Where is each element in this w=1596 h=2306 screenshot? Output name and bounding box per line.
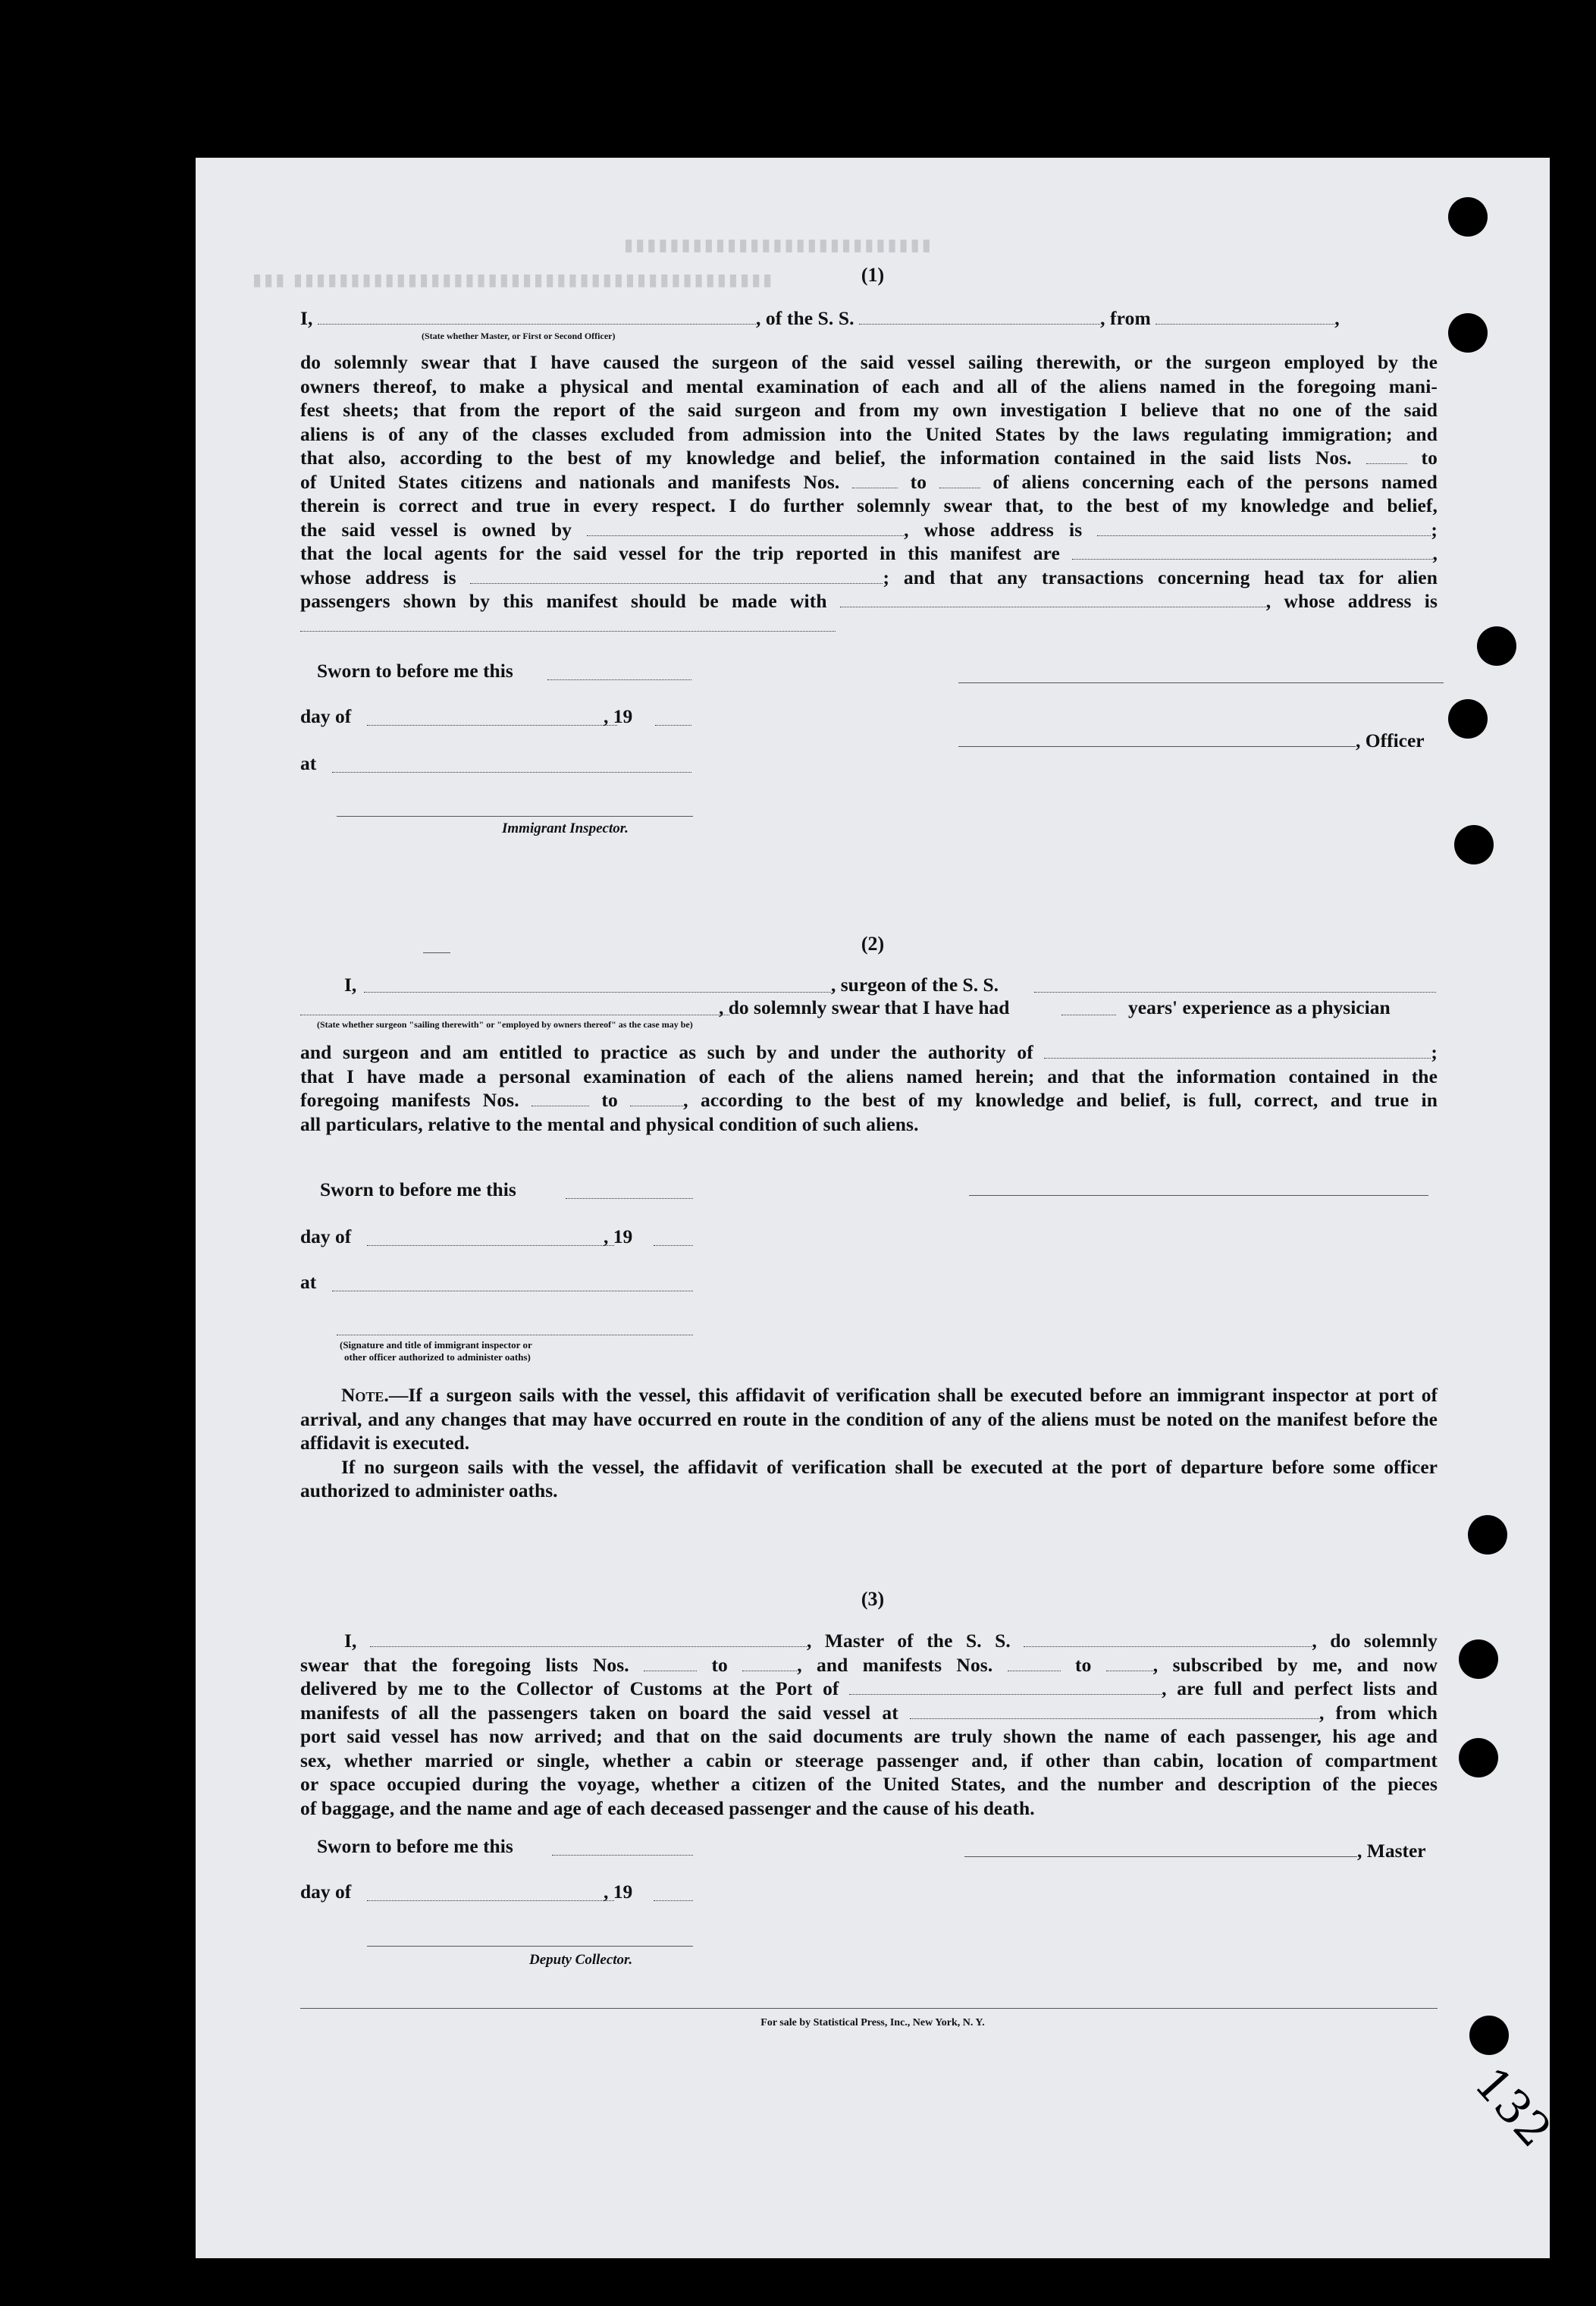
s3-list-from-field[interactable] (644, 1654, 697, 1671)
master-signature-line[interactable] (964, 1856, 1357, 1857)
bleed-through-header-2: ▮▮▮ ▮▮▮▮▮▮▮▮▮▮▮▮▮▮▮▮▮▮▮▮▮▮▮▮▮▮▮▮▮▮▮▮▮▮▮▮▮▮▮▮▮▮ (252, 270, 775, 289)
manifest-verification-page (196, 158, 1562, 2258)
section-2-body: and surgeon and am entitled to practice as such by and under the authority of ; that I have made a personal examination of each of the aliens named herein; and that the information contained in the foregoing manifests Nos. to , according to the best of my knowledge and belief, is full, correct, and true in all particulars, relative to the mental and physical condition of such aliens. (300, 1041, 1438, 1135)
citizen-list-from-field[interactable] (1366, 447, 1407, 464)
footer-rule (300, 2008, 1438, 2009)
year-field-3[interactable] (654, 1900, 693, 1901)
bleed-through-header: ▮▮▮▮▮▮▮▮▮▮▮▮▮▮▮▮▮▮▮▮▮▮▮▮▮▮▮ (624, 235, 933, 254)
oath-line-1: I, , of the S. S. , from , (300, 307, 1340, 329)
s3-list-to-field[interactable] (742, 1654, 797, 1671)
punch-hole (1459, 1639, 1498, 1679)
surgeon-note: Note.—If a surgeon sails with the vessel, this affidavit of verification shall be executed before an immigrant inspector at port of arrival, and any changes that may have occurred en route in the condition of any of the aliens must be noted on the manifest before the affidavit is executed. If no surgeon sails with the vessel, the affidavit of verification shall be executed at the port of departure before some officer authorized to administer oaths. (300, 1384, 1438, 1501)
years-experience-label: years' experience as a physician (1128, 996, 1391, 1018)
section-1-body: do solemnly swear that I have caused the surgeon of the said vessel sailing therewith, or the surgeon employed by the owners thereof, to make a physical and mental examination of each and all of the aliens named in the foregoing mani- fest sheets; that from the report of the said surgeon and from my own investigation I believe that no one of the said aliens is of any of the classes excluded from admission into the United States by the laws regulating immigration; and that also, according to the best of my knowledge and belief, the information contained in the said lists Nos. to of United States citizens and nationals and manifests Nos. to of aliens concerning each of the persons named therein is correct and true in every respect. I do further solemnly swear that, to the best of my knowledge and belief, the said vessel is owned by , whose address is ; that the local agents for the said vessel for the trip reported in this manifest are , whose address is ; and that any transactions concerning head tax for alien passengers shown by this manifest should be made with , whose address is (300, 351, 1438, 612)
s2-manifest-to-field[interactable] (630, 1089, 683, 1106)
from-port-field[interactable] (1155, 307, 1334, 325)
surgeon-signature-line[interactable] (969, 1195, 1428, 1196)
signature-caption-2: other officer authorized to administer oaths) (344, 1351, 531, 1363)
at-place-field-1[interactable] (332, 772, 691, 773)
punch-hole (1448, 699, 1488, 739)
s3-manifest-from-field[interactable] (1008, 1654, 1061, 1671)
s3-ship-field[interactable] (1024, 1630, 1312, 1647)
signature-caption-1: (Signature and title of immigrant inspector or (340, 1339, 532, 1351)
year-field-1[interactable] (655, 725, 691, 726)
sworn-label-1: Sworn to before me this (317, 660, 513, 682)
immigrant-inspector-caption: Immigrant Inspector. (502, 820, 629, 836)
s3-manifest-to-field[interactable] (1106, 1654, 1153, 1671)
day-of-label-2: day of (300, 1225, 352, 1247)
master-label: , Master (1357, 1840, 1426, 1862)
inspector-signature-line[interactable] (337, 816, 693, 817)
officer-signature-line[interactable] (958, 682, 1444, 683)
port-of-arrival-field[interactable] (849, 1677, 1162, 1695)
month-field-1[interactable] (367, 725, 617, 726)
sworn-date-field-1[interactable] (547, 679, 691, 680)
day-of-label-3: day of (300, 1881, 352, 1903)
year-field-2[interactable] (654, 1245, 693, 1246)
officer-rank-caption: (State whether Master, or First or Second Officer) (422, 331, 616, 341)
s2-i-label: I, (344, 974, 357, 996)
officer-label: , Officer (1356, 729, 1425, 751)
punch-hole (1448, 313, 1488, 353)
s2-manifest-from-field[interactable] (531, 1089, 589, 1106)
note-label: Note. (341, 1384, 389, 1406)
month-field-2[interactable] (367, 1245, 614, 1246)
surgeon-of-label: , surgeon of the S. S. (831, 974, 999, 996)
s2-ship-field[interactable] (1034, 992, 1436, 993)
officer-rank-field[interactable] (318, 307, 756, 325)
punch-hole (1468, 1515, 1507, 1555)
do-solemnly-swear-label: , do solemnly swear that I have had (719, 996, 1010, 1018)
printer-imprint: For sale by Statistical Press, Inc., New York, N. Y. (760, 2017, 985, 2028)
surgeon-name-field[interactable] (364, 992, 831, 993)
ship-name-field[interactable] (859, 307, 1100, 325)
handwritten-folio-number: 132 (1463, 2057, 1562, 2157)
section-3-body: I, , Master of the S. S. , do solemnly swear that the foregoing lists Nos. to , and manifests Nos. to , subscribed by me, and now delivered by me to the Collector of Customs at the Port of , are full and perfect lists and manifests of all the passengers taken on board the said vessel at , from which port said vessel has now arrived; and that on the said documents are truly shown the name of each passenger, his age and sex, whether married or single, whether a cabin or steerage passenger and, if other than cabin, location of compartment or space occupied during the voyage, whether a citizen of the United States, and the number and description of the pieces of baggage, and the name and age of each deceased passenger and the cause of his death. (300, 1630, 1438, 1819)
at-label-2: at (300, 1271, 317, 1293)
sworn-date-field-3[interactable] (552, 1855, 693, 1856)
vessel-owner-field[interactable] (587, 519, 904, 536)
punch-hole (1454, 825, 1494, 864)
head-tax-contact-field[interactable] (840, 590, 1266, 607)
sworn-date-field-2[interactable] (566, 1198, 693, 1199)
manifest-from-field[interactable] (852, 471, 898, 488)
year-label-1: , 19 (604, 705, 633, 727)
at-label-1: at (300, 752, 317, 774)
punch-hole (1448, 197, 1488, 237)
day-of-label-1: day of (300, 705, 352, 727)
year-label-3: , 19 (604, 1881, 633, 1903)
local-agents-field[interactable] (1072, 542, 1433, 560)
agent-address-field[interactable] (470, 566, 883, 584)
manifest-to-field[interactable] (939, 471, 980, 488)
punch-hole (1459, 1738, 1498, 1777)
section-2-number: (2) (861, 933, 885, 955)
section-3-number: (3) (861, 1588, 885, 1610)
section-1-oath (300, 306, 1438, 331)
sworn-label-2: Sworn to before me this (320, 1178, 516, 1200)
year-label-2: , 19 (604, 1225, 633, 1247)
officer-title-line[interactable] (958, 746, 1356, 747)
authority-field[interactable] (1044, 1041, 1431, 1059)
collector-signature-line[interactable] (367, 1946, 693, 1947)
section-1-number: (1) (861, 264, 885, 286)
deputy-collector-caption: Deputy Collector. (529, 1952, 633, 1968)
sworn-label-3: Sworn to before me this (317, 1835, 513, 1857)
punch-hole (1477, 626, 1516, 666)
surgeon-status-caption: (State whether surgeon "sailing therewith" or "employed by owners thereof" as the case may be) (317, 1019, 693, 1030)
month-field-3[interactable] (367, 1900, 614, 1901)
owner-address-field[interactable] (1097, 519, 1431, 536)
port-of-embarkation-field[interactable] (910, 1702, 1319, 1719)
head-tax-address-field[interactable] (300, 631, 836, 632)
master-name-field[interactable] (370, 1630, 807, 1647)
